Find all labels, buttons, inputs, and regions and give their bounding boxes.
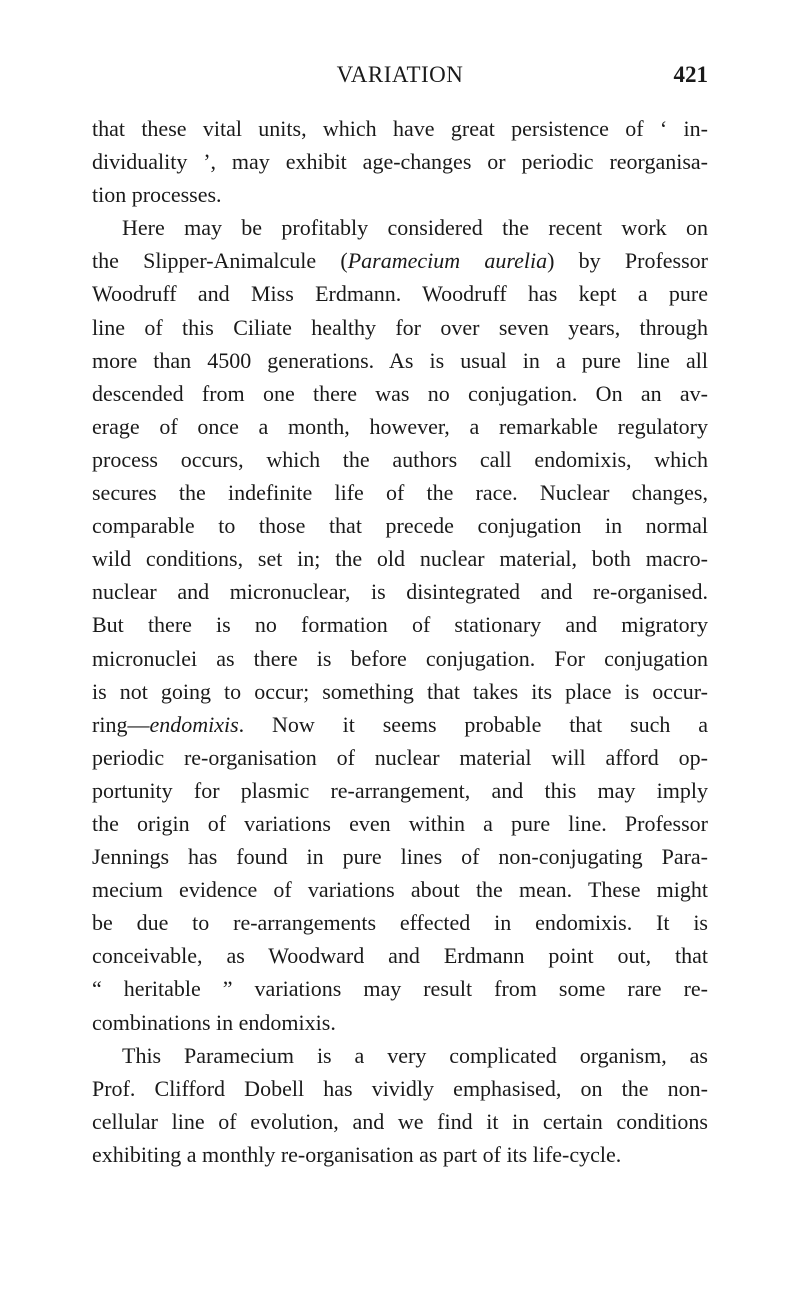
text-line [92,211,708,244]
text-line [92,476,708,509]
text-segment: portunity for plasmic re-arrangement, and this may imply [92,777,708,803]
text-segment: more than 4500 generations. As is usual in a pure line all [92,347,708,373]
text-segment: cellular line of evolution, and we find it in certain conditions [92,1108,708,1134]
text-line [92,1006,708,1039]
text-segment: . Now it seems probable that such a [238,711,708,737]
text-line [92,1138,708,1171]
text-segment: the Slipper-Animalcule ( [92,248,348,274]
text-segment: wild conditions, set in; the old nuclear material, both macro- [92,546,708,572]
text-segment: process occurs, which the authors call endomixis, which [92,446,708,472]
text-line [92,675,708,708]
paragraph [92,112,708,211]
paragraph [92,211,708,1038]
paragraph [92,1039,708,1171]
text-line [92,1072,708,1105]
text-line [92,608,708,641]
italic-term: Paramecium aurelia [347,248,548,274]
text-line [92,972,708,1005]
text-segment: erage of once a month, however, a remarkable regulatory [92,413,708,439]
text-line [92,642,708,675]
text-line [92,906,708,939]
text-segment: be due to re-arrangements effected in endomixis. It is [92,910,708,936]
text-segment: Prof. Clifford Dobell has vividly emphasised, on the non- [92,1075,708,1101]
text-line [92,311,708,344]
text-segment: nuclear and micronuclear, is disintegrated and re-organised. [92,579,708,605]
page-number: 421 [673,62,708,87]
text-line [92,443,708,476]
text-segment: This Paramecium is a very complicated organism, as [122,1042,708,1068]
text-line [92,840,708,873]
text-segment: is not going to occur; something that takes its place is occur- [92,678,708,704]
text-segment: secures the indefinite life of the race. Nuclear changes, [92,480,708,506]
text-line [92,178,708,211]
text-segment: ring— [92,711,150,737]
running-head: VARIATION [336,62,464,87]
text-line [92,410,708,443]
text-segment: Woodruff and Miss Erdmann. Woodruff has kept a pure [92,281,708,307]
page-header [92,62,708,94]
text-segment: tion processes. [92,182,222,208]
text-segment: periodic re-organisation of nuclear material will afford op- [92,744,708,770]
text-line [92,1039,708,1072]
text-segment: line of this Ciliate healthy for over seven years, through [92,314,708,340]
text-line [92,542,708,575]
text-line [92,509,708,542]
text-segment: descended from one there was no conjugation. On an av- [92,380,708,406]
text-segment: But there is no formation of stationary and migratory [92,612,708,638]
text-segment: “ heritable ” variations may result from some rare re- [92,976,708,1002]
text-line [92,774,708,807]
text-line [92,873,708,906]
text-segment: dividuality ’, may exhibit age-changes or periodic reorganisa- [92,149,708,175]
text-segment: micronuclei as there is before conjugation. For conjugation [92,645,708,671]
text-segment: conceivable, as Woodward and Erdmann point out, that [92,943,708,969]
text-segment: the origin of variations even within a pure line. Professor [92,810,708,836]
text-segment: Here may be profitably considered the recent work on [122,215,708,241]
text-line [92,807,708,840]
body-text [92,112,708,1171]
text-line [92,277,708,310]
text-segment: comparable to those that precede conjugation in normal [92,513,708,539]
italic-term: endomixis [149,711,239,737]
text-segment: ) by Professor [547,248,709,274]
text-line [92,1105,708,1138]
text-segment: that these vital units, which have great persistence of ‘ in- [92,116,708,141]
text-segment: combinations in endomixis. [92,1009,336,1035]
text-line [92,708,708,741]
text-line [92,244,708,277]
text-line [92,145,708,178]
text-line [92,377,708,410]
text-segment: exhibiting a monthly re-organisation as part of its life-cycle. [92,1141,622,1167]
text-line [92,112,708,145]
text-line [92,575,708,608]
text-line [92,939,708,972]
text-segment: mecium evidence of variations about the mean. These might [92,877,708,903]
text-line [92,344,708,377]
text-segment: Jennings has found in pure lines of non-conjugating Para- [92,844,708,870]
text-line [92,741,708,774]
